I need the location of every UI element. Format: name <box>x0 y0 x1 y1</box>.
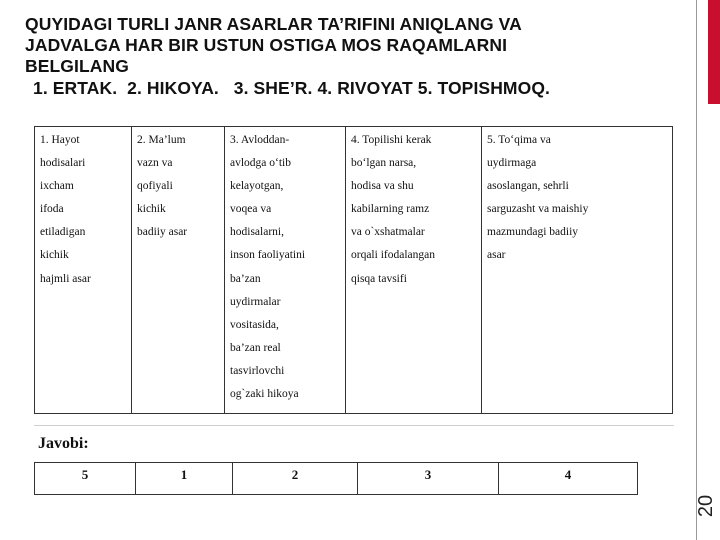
cell-line: qofiyali <box>137 180 173 193</box>
heading-line-1: QUYIDAGI TURLI JANR ASARLAR TA’RIFINI ANIQLANG VA <box>25 14 522 34</box>
definition-cell-4 <box>346 127 482 414</box>
accent-bar <box>708 0 720 104</box>
cell-line: vositasida, <box>230 318 279 331</box>
cell-line: ifoda <box>40 203 64 216</box>
cell-line: orqali ifodalangan <box>351 249 435 262</box>
cell-line: tasvirlovchi <box>230 364 285 377</box>
cell-line: uydirmalar <box>230 295 281 308</box>
answer-table <box>34 462 638 495</box>
accent-rule <box>696 0 697 540</box>
cell-line: ba’zan real <box>230 341 281 354</box>
heading-line-2: JADVALGA HAR BIR USTUN OSTIGA MOS RAQAMLARNI <box>25 35 508 55</box>
cell-line: bo‘lgan narsa, <box>351 157 417 170</box>
cell-line: kabilarning ramz <box>351 203 430 216</box>
cell-line: og`zaki hikoya <box>230 388 299 401</box>
definition-cell-3 <box>225 127 346 414</box>
cell-line: asoslangan, sehrli <box>487 180 569 193</box>
cell-line: inson faoliyatini <box>230 249 306 262</box>
cell-line: avlodga o‘tib <box>230 157 291 170</box>
cell-line: kichik <box>40 249 69 262</box>
cell-line: hajmli asar <box>40 272 91 285</box>
definition-cell-5 <box>482 127 673 414</box>
answer-label: Javobi: <box>38 435 89 452</box>
cell-line: hodisalari <box>40 157 86 170</box>
cell-line: mazmundagi badiiy <box>487 226 579 239</box>
cell-line: 2. Ma’lum <box>137 134 186 146</box>
genre-list: 1. ERTAK. 2. HIKOYA. 3. SHE’R. 4. RIVOYAT 5. TOPISHMOQ. <box>33 78 550 98</box>
heading-line-3: BELGILANG <box>25 56 129 76</box>
cell-line: ba’zan <box>230 272 261 285</box>
cell-line: sarguzasht va maishiy <box>487 203 589 216</box>
cell-line: etiladigan <box>40 226 86 239</box>
cell-line: 1. Hayot <box>40 134 80 146</box>
cell-line: 5. To‘qima va <box>487 134 551 146</box>
divider <box>34 425 674 426</box>
answer-cell-4: 3 <box>358 463 499 495</box>
definitions-table <box>34 126 673 414</box>
cell-line: hodisa va shu <box>351 180 414 193</box>
answer-cell-5: 4 <box>499 463 638 495</box>
answer-cell-2: 1 <box>136 463 233 495</box>
cell-line: uydirmaga <box>487 157 537 170</box>
cell-line: ixcham <box>40 180 74 193</box>
cell-line: kichik <box>137 203 166 216</box>
cell-line: va o`xshatmalar <box>351 226 425 239</box>
cell-line: qisqa tavsifi <box>351 272 407 285</box>
definition-cell-2 <box>132 127 225 414</box>
cell-line: voqea va <box>230 203 272 216</box>
slide-heading <box>25 14 685 99</box>
definition-cell-1 <box>35 127 132 414</box>
table-row <box>35 127 673 414</box>
answer-cell-3: 2 <box>233 463 358 495</box>
cell-line: badiiy asar <box>137 226 188 239</box>
cell-line: vazn va <box>137 157 173 170</box>
cell-line: asar <box>487 249 506 262</box>
cell-line: 4. Topilishi kerak <box>351 134 432 146</box>
table-row <box>35 463 638 495</box>
cell-line: kelayotgan, <box>230 180 284 193</box>
cell-line: hodisalarni, <box>230 226 284 239</box>
cell-line: 3. Avloddan- <box>230 134 290 146</box>
answer-cell-1: 5 <box>35 463 136 495</box>
slide-number: 20 <box>695 494 717 518</box>
